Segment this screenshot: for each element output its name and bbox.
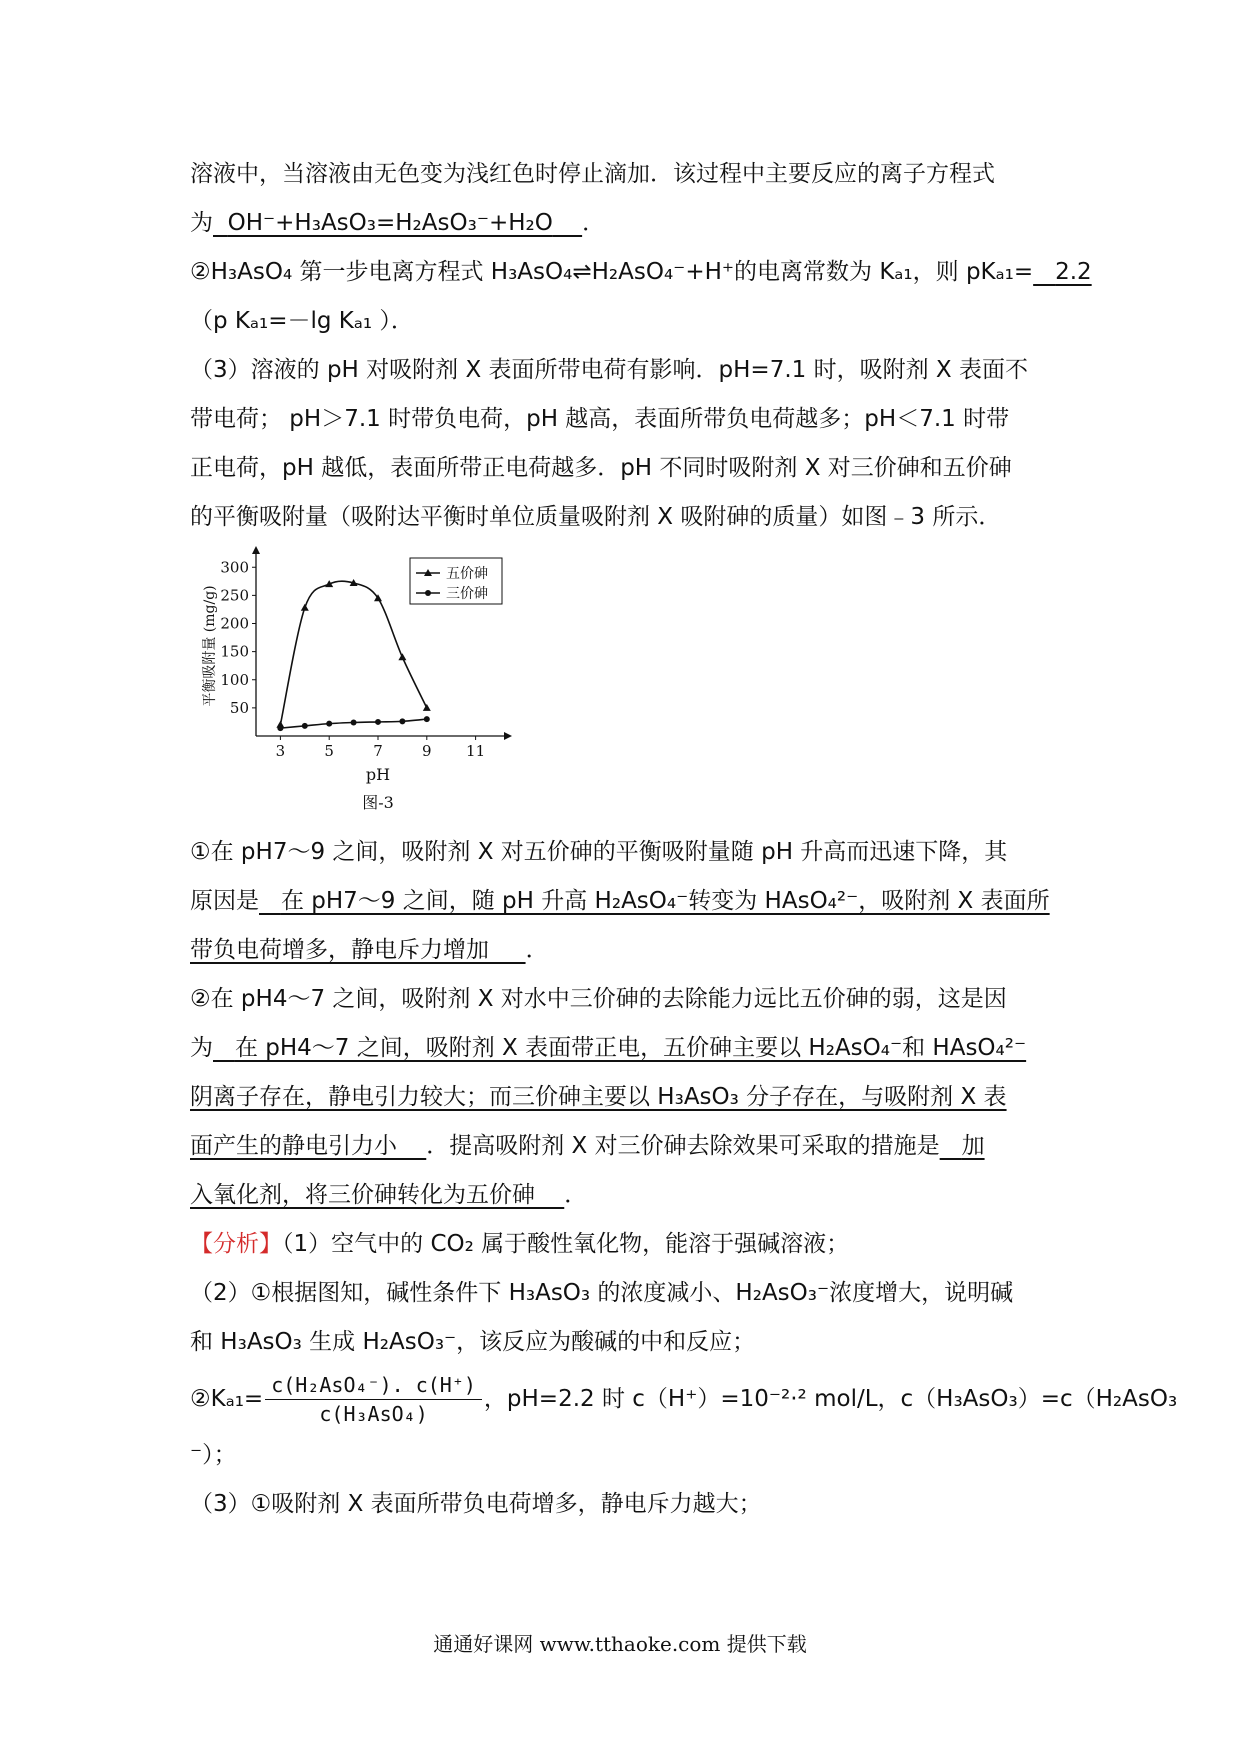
answer-blank bbox=[1033, 259, 1092, 285]
x-tick-label: 7 bbox=[373, 742, 383, 760]
answer-blank bbox=[190, 1182, 564, 1208]
y-axis-arrow-icon bbox=[252, 546, 260, 554]
text-line bbox=[190, 1122, 1060, 1171]
text-line bbox=[190, 346, 1060, 395]
answer-blank bbox=[190, 937, 526, 963]
page-footer: 通通好课网 www.tthaoke.com 提供下载 bbox=[433, 1632, 807, 1656]
analysis-text: ⁻）； bbox=[190, 1442, 237, 1468]
punctuation: ． bbox=[582, 210, 606, 236]
prompt-text: 为 bbox=[190, 1035, 213, 1061]
text-line bbox=[190, 1269, 1060, 1318]
fraction-denominator: c(H₃AsO₄) bbox=[319, 1402, 428, 1426]
punctuation: ． bbox=[564, 1182, 588, 1208]
answer-text: 面产生的静电引力小 bbox=[190, 1133, 397, 1159]
punctuation: ． bbox=[525, 937, 549, 963]
analysis-text: （1）空气中的 CO₂ 属于酸性氧化物，能溶于强碱溶液； bbox=[282, 1231, 850, 1257]
question-text: ①在 pH7～9 之间，吸附剂 X 对五价砷的平衡吸附量随 pH 升高而迅速下降，其 bbox=[190, 839, 1008, 865]
answer-text: 入氧化剂，将三价砷转化为五价砷 bbox=[190, 1182, 535, 1208]
analysis-text: ，pH=2.2 时 c（H⁺）=10⁻²·² mol/L，c（H₃AsO₃）=c（H₂AsO₃ bbox=[483, 1386, 1178, 1412]
y-tick-label: 50 bbox=[229, 698, 249, 717]
y-tick-label: 100 bbox=[220, 670, 249, 689]
answer-text: 在 pH4～7 之间，吸附剂 X 表面带正电，五价砷主要以 H₂AsO₄⁻和 HAsO₄²⁻ bbox=[234, 1035, 1027, 1061]
answer-blank bbox=[213, 1035, 1026, 1061]
answer-blank bbox=[259, 888, 1050, 914]
text-line bbox=[190, 828, 1060, 877]
legend-circle-icon bbox=[425, 590, 431, 596]
x-tick-label: 9 bbox=[422, 742, 432, 760]
y-axis-label: 平衡吸附量 (mg/g) bbox=[202, 585, 218, 707]
prompt-text: 为 bbox=[190, 210, 213, 236]
text-line bbox=[190, 1073, 1060, 1122]
chart-svg bbox=[200, 544, 590, 824]
text-line bbox=[190, 444, 1060, 493]
text-line bbox=[190, 199, 1060, 248]
x-tick-label: 3 bbox=[275, 742, 286, 760]
data-point-circle bbox=[399, 718, 405, 724]
text-line bbox=[190, 975, 1060, 1024]
answer-blank bbox=[940, 1133, 985, 1159]
adsorption-chart bbox=[200, 544, 590, 824]
text-line bbox=[190, 926, 1060, 975]
text-line bbox=[190, 1024, 1060, 1073]
answer-blank bbox=[190, 1133, 426, 1159]
legend-label: 五价砷 bbox=[446, 566, 488, 582]
analysis-text: （3）①吸附剂 X 表面所带负电荷增多，静电斥力越大； bbox=[190, 1491, 762, 1517]
ka1-fraction bbox=[265, 1371, 482, 1428]
answer-blank bbox=[190, 1084, 1007, 1110]
analysis-text: ②Kₐ₁= bbox=[190, 1386, 264, 1412]
analysis-tag: 【分析】 bbox=[190, 1231, 282, 1257]
question-text: ②在 pH4～7 之间，吸附剂 X 对水中三价砷的去除能力远比五价砷的弱，这是因 bbox=[190, 986, 1007, 1012]
text-line bbox=[190, 1318, 1060, 1367]
paragraph-text: （p Kₐ₁=－lg Kₐ₁ ）． bbox=[190, 308, 414, 334]
data-point-triangle bbox=[398, 653, 406, 660]
text-line bbox=[190, 493, 1060, 542]
prompt-text: ②H₃AsO₄ 第一步电离方程式 H₃AsO₄⇌H₂AsO₄⁻+H⁺的电离常数为 Kₐ₁，则 pKₐ₁= bbox=[190, 259, 1034, 285]
y-tick-label: 250 bbox=[220, 586, 249, 605]
answer-text: 2.2 bbox=[1055, 259, 1092, 285]
answer-text: 阴离子存在，静电引力较大；而三价砷主要以 H₃AsO₃ 分子存在，与吸附剂 X 表 bbox=[190, 1084, 1007, 1110]
text-line bbox=[190, 1367, 1178, 1431]
text-line bbox=[190, 297, 1060, 346]
answer-text: 在 pH7～9 之间，随 pH 升高 H₂AsO₄⁻转变为 HAsO₄²⁻，吸附剂 X 表面所 bbox=[280, 888, 1050, 914]
data-point-circle bbox=[351, 720, 357, 726]
figure-caption: 图-3 bbox=[362, 793, 394, 812]
data-point-circle bbox=[326, 721, 332, 727]
answer-text: 带负电荷增多，静电斥力增加 bbox=[190, 937, 489, 963]
paragraph-text: 带电荷； pH＞7.1 时带负电荷，pH 越高，表面所带负电荷越多；pH＜7.1 时带 bbox=[190, 406, 1010, 432]
prompt-text: 原因是 bbox=[190, 888, 259, 914]
y-tick-label: 200 bbox=[220, 614, 249, 633]
text-line bbox=[190, 395, 1060, 444]
text-line bbox=[190, 248, 1092, 297]
x-axis-label: pH bbox=[365, 765, 391, 784]
data-point-circle bbox=[277, 725, 283, 731]
series-line bbox=[280, 581, 426, 725]
x-tick-label: 11 bbox=[466, 742, 486, 760]
analysis-text: （2）①根据图知，碱性条件下 H₃AsO₃ 的浓度减小、H₂AsO₃⁻浓度增大，说明碱 bbox=[190, 1280, 1014, 1306]
text-line bbox=[190, 1220, 1060, 1269]
text-line bbox=[190, 1480, 1060, 1529]
answer-blank bbox=[213, 210, 582, 236]
question-text: ．提高吸附剂 X 对三价砷去除效果可采取的措施是 bbox=[426, 1133, 940, 1159]
paragraph-text: （3）溶液的 pH 对吸附剂 X 表面所带电荷有影响．pH=7.1 时，吸附剂 X 表面不 bbox=[190, 357, 1028, 383]
paragraph-text: 溶液中，当溶液由无色变为浅红色时停止滴加．该过程中主要反应的离子方程式 bbox=[190, 161, 995, 187]
text-line bbox=[190, 1171, 1060, 1220]
fraction-numerator: c(H₂AsO₄⁻). c(H⁺) bbox=[265, 1371, 482, 1400]
text-line bbox=[190, 150, 1060, 199]
analysis-text: 和 H₃AsO₃ 生成 H₂AsO₃⁻，该反应为酸碱的中和反应； bbox=[190, 1329, 756, 1355]
data-point-circle bbox=[375, 719, 381, 725]
paragraph-text: 正电荷，pH 越低，表面所带正电荷越多．pH 不同时吸附剂 X 对三价砷和五价砷 bbox=[190, 455, 1012, 481]
y-tick-label: 300 bbox=[220, 558, 249, 577]
y-tick-label: 150 bbox=[220, 642, 249, 661]
data-point-circle bbox=[302, 723, 308, 729]
data-point-triangle bbox=[423, 704, 431, 711]
answer-text: OH⁻+H₃AsO₃=H₂AsO₃⁻+H₂O bbox=[227, 210, 553, 236]
text-line bbox=[190, 1431, 1060, 1480]
page-content bbox=[190, 150, 1178, 1529]
x-axis-arrow-icon bbox=[504, 732, 512, 740]
data-point-circle bbox=[424, 716, 430, 722]
data-point-triangle bbox=[301, 604, 309, 611]
answer-text: 加 bbox=[961, 1133, 985, 1159]
text-line bbox=[190, 877, 1060, 926]
legend-label: 三价砷 bbox=[446, 586, 488, 602]
x-tick-label: 5 bbox=[324, 742, 334, 760]
paragraph-text: 的平衡吸附量（吸附达平衡时单位质量吸附剂 X 吸附砷的质量）如图﹣3 所示． bbox=[190, 504, 1002, 530]
